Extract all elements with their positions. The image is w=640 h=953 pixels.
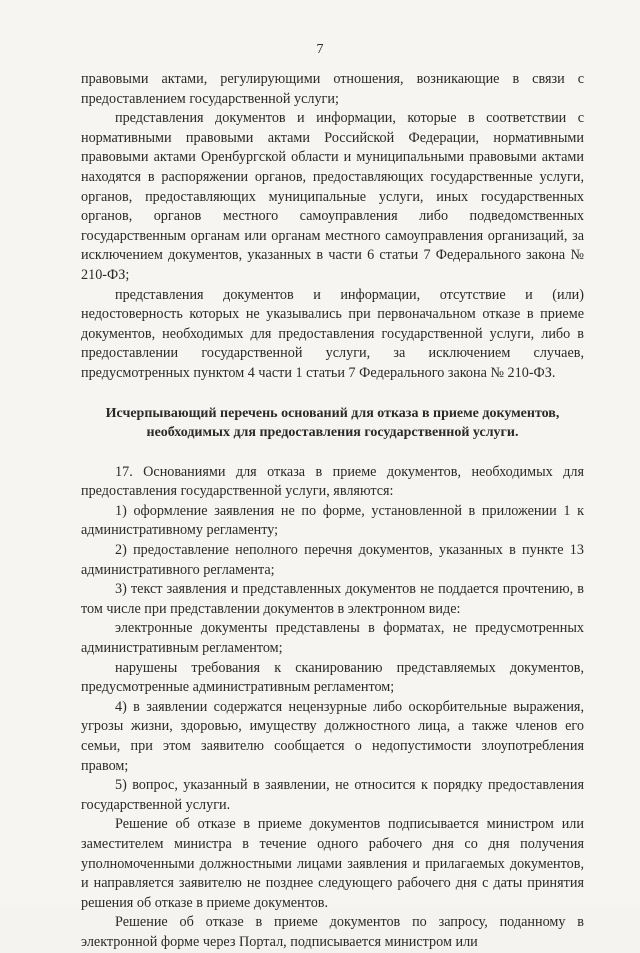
list-item: 4) в заявлении содержатся нецензурные либо оскорбительные выражения, угрозы жизни, здоровью, имуществу должностного лица, а также членов его семьи, при этом заявителю сообщается о недопустимости злоупотребления правом; xyxy=(81,698,584,774)
page-number: 7 xyxy=(316,42,324,57)
list-item: 5) вопрос, указанный в заявлении, не относится к порядку предоставления государственной услуги. xyxy=(81,777,584,813)
paragraph: правовыми актами, регулирующими отношения, возникающие в связи с предоставлением государственной услуги; xyxy=(81,71,584,107)
paragraph: представления документов и информации, отсутствие и (или) недостоверность которых не указывались при первоначальном отказе в приеме документов, необходимых для предоставления государственной услуги, либо в предоставлении государственной услуги, за исключением случаев, предусмотренных пунктом 4 части 1 статьи 7 Федерального закона № 210-ФЗ. xyxy=(81,286,584,381)
list-item: 2) предоставление неполного перечня документов, указанных в пункте 13 административного регламента; xyxy=(81,542,584,578)
list-item: 1) оформление заявления не по форме, установленной в приложении 1 к административному регламенту; xyxy=(81,502,584,539)
list-item: 3) текст заявления и представленных документов не поддается прочтению, в том числе при представлении документов в электронном виде: xyxy=(81,581,584,617)
paragraph: Решение об отказе в приеме документов по запросу, поданному в электронной форме через Портал, подписывается министром или xyxy=(81,914,584,950)
section-heading: Исчерпывающий перечень оснований для отказа в приеме документов, необходимых для предоставления государственной услуги. xyxy=(105,405,560,441)
list-item: нарушены требования к сканированию представляемых документов, предусмотренные административным регламентом; xyxy=(81,659,584,696)
paragraph: Решение об отказе в приеме документов подписывается министром или заместителем министра в течение одного рабочего дня со дня получения уполномоченными должностными лицами заявления и прилагаемых документов, и направляется заявителю не позднее следующего рабочего дня с даты принятия решения об отказе в приеме документов. xyxy=(81,816,584,911)
paragraph: представления документов и информации, которые в соответствии с нормативными правовыми актами Российской Федерации, нормативными правовыми актами Оренбургской области и муниципальными правовыми актами находятся в распоряжении органов, предоставляющих государственные услуги, органов, предоставляющих муниципальные услуги, иных государственных органов, органов местного самоуправления либо подведомственных государственным органам или органам местного самоуправления организаций, за исключением документов, указанных в части 6 статьи 7 Федерального закона № 210-ФЗ; xyxy=(81,110,584,283)
document-body xyxy=(81,70,584,953)
paragraph: 17. Основаниями для отказа в приеме документов, необходимых для предоставления государственной услуги, являются: xyxy=(81,463,584,500)
list-item: электронные документы представлены в форматах, не предусмотренных административным регламентом; xyxy=(81,620,584,657)
